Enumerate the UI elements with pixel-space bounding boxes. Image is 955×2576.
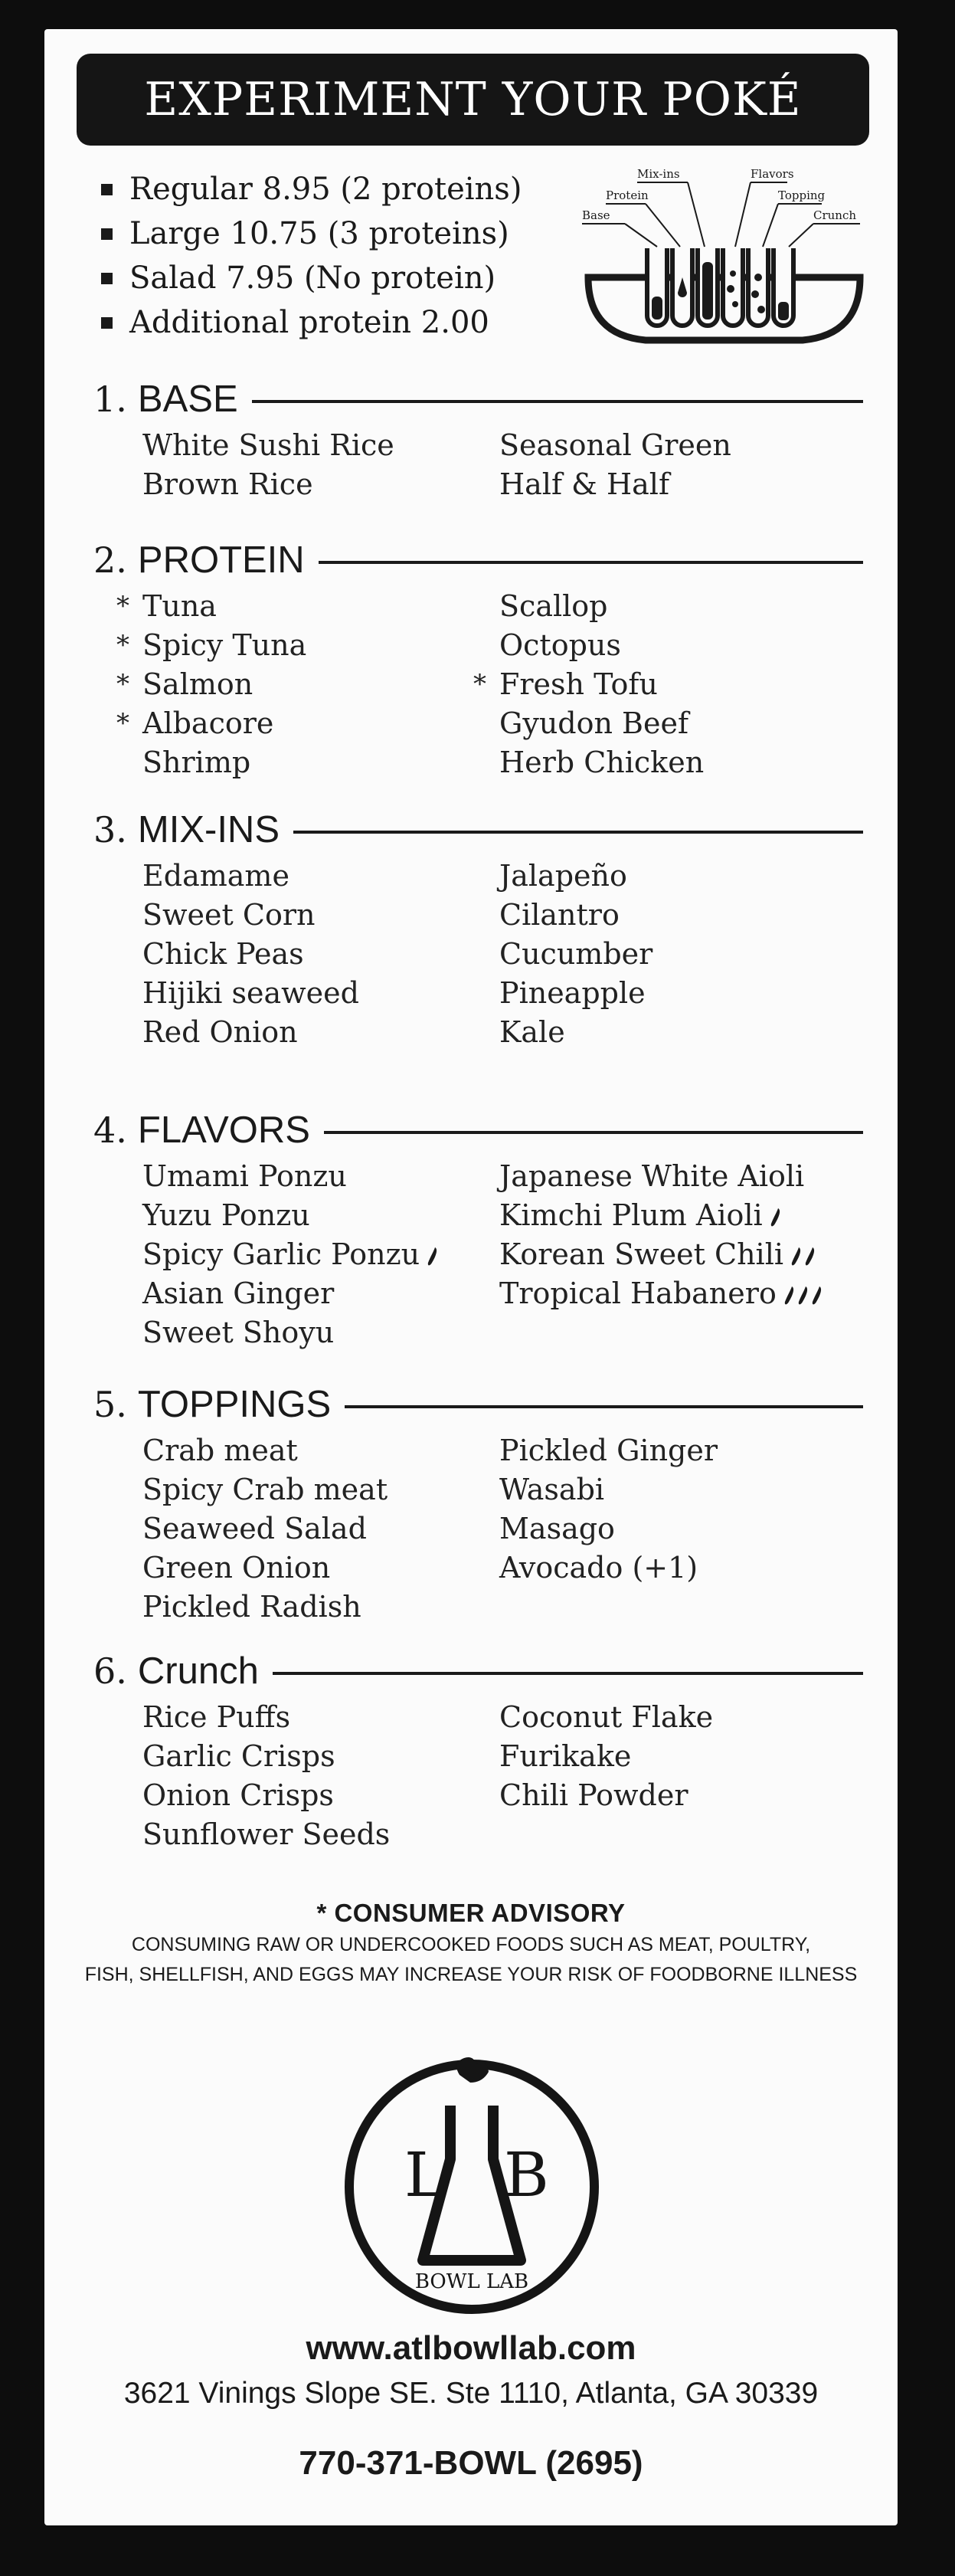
menu-item [142,1235,446,1274]
menu-item [142,935,359,974]
menu-section-toppings [93,1381,863,1624]
price-item-text: Large 10.75 (3 proteins) [129,216,509,251]
menu-item [142,1776,390,1815]
menu-item-label: Edamame [142,859,289,893]
menu-item-label: Seasonal Green [499,428,731,462]
menu-item-label: Kimchi Plum Aioli [499,1198,763,1232]
menu-item [499,1698,713,1737]
menu-section-base [93,375,863,501]
menu-item-label: Sunflower Seeds [142,1817,391,1851]
menu-item [142,1549,388,1588]
menu-item [142,857,359,896]
menu-item-label: Cilantro [499,898,620,932]
menu-item-label: Seaweed Salad [142,1512,367,1545]
menu-item-label: Sweet Corn [142,898,316,932]
advisory-star: * [473,669,486,700]
section-divider [252,400,863,403]
menu-item-label: Chick Peas [142,937,304,971]
menu-item-label: Hijiki seaweed [142,976,359,1010]
section-column-left [142,1157,446,1352]
section-number: 1. [93,379,127,420]
price-item-text: Additional protein 2.00 [129,305,489,340]
address: 3621 Vinings Slope SE. Ste 1110, Atlanta, GA 30339 [123,2377,819,2410]
section-number: 3. [93,809,127,850]
menu-item [473,665,704,704]
logo-letter-b: B [504,2139,549,2211]
bowl-lab-logo [337,2044,607,2314]
menu-item-label: Avocado (+1) [499,1551,698,1585]
menu-item-label: Spicy Tuna [142,628,307,662]
price-item [101,300,522,345]
menu-item [499,974,652,1013]
menu-item-label: Coconut Flake [499,1700,714,1734]
chili-pepper-icon [427,1247,446,1267]
menu-item-label: Chili Powder [499,1778,688,1812]
advisory-text-line: CONSUMING RAW OR UNDERCOOKED FOODS SUCH AS MEAT, POULTRY, [131,1934,811,1955]
menu-item [142,743,306,782]
menu-item-label: Japanese White Aioli [499,1159,805,1193]
chili-pepper-icon [791,1247,825,1267]
menu-item [499,1157,833,1196]
menu-item-label: Scallop [499,589,608,623]
section-heading [93,1381,863,1428]
price-item [101,211,522,256]
menu-section-crunch [93,1647,863,1851]
consumer-advisory [44,1899,898,1988]
menu-item [499,704,704,743]
menu-item-label: Salmon [142,667,253,701]
menu-item-label: Tuna [142,589,217,623]
menu-item [142,1509,388,1549]
menu-item [116,704,306,743]
section-number: 6. [93,1650,127,1692]
menu-item-label: Umami Ponzu [142,1159,347,1193]
menu-item [142,1274,446,1313]
menu-item-label: White Sushi Rice [142,428,394,462]
menu-item [499,1737,713,1776]
section-column-right [499,1157,833,1313]
menu-item [142,1431,388,1470]
section-heading [93,536,863,584]
menu-item [499,626,704,665]
section-heading [93,806,863,854]
menu-item-label: Onion Crisps [142,1778,334,1812]
section-column-right [473,587,705,782]
menu-item-label: Pickled Ginger [499,1434,718,1467]
menu-item [142,1470,388,1509]
advisory-star: * [116,630,129,660]
menu-item-label: Kale [499,1015,565,1049]
section-divider [345,1405,863,1408]
section-column-right [499,1698,713,1815]
section-column-left [142,1431,388,1627]
diagram-label-base: Base [582,208,610,222]
menu-section-protein [93,536,863,779]
menu-item-label: Korean Sweet Chili [499,1237,784,1271]
menu-item-label: Red Onion [142,1015,298,1049]
menu-item [142,1588,388,1627]
phone-number[interactable]: 770-371-BOWL (2695) [299,2444,643,2482]
menu-item-label: Furikake [499,1739,632,1773]
menu-item [142,1698,390,1737]
section-heading [93,375,863,423]
menu-item-label: Garlic Crisps [142,1739,335,1773]
section-column-left [142,426,394,504]
section-column-left [142,857,359,1052]
menu-item-label: Tropical Habanero [499,1277,777,1310]
menu-item [499,465,731,504]
section-title: FLAVORS [137,1109,310,1151]
menu-item-label: Fresh Tofu [499,667,658,701]
menu-item [142,974,359,1013]
price-item [101,256,522,300]
menu-section-flavors [93,1106,863,1349]
section-number: 5. [93,1384,127,1425]
test-tubes-in-bowl-icon [573,162,875,369]
menu-item [499,1274,833,1313]
menu-item-label: Half & Half [499,467,670,501]
menu-item-label: Herb Chicken [499,746,705,779]
section-column-right [499,1431,718,1588]
menu-title [77,54,869,146]
menu-item [142,1737,390,1776]
menu-item [499,743,704,782]
section-divider [319,561,863,564]
section-number: 2. [93,539,127,581]
section-title: PROTEIN [137,539,305,581]
menu-item [499,426,731,465]
section-divider [273,1672,863,1675]
logo-caption: BOWL LAB [414,2270,529,2293]
menu-item [499,1549,718,1588]
menu-item-label: Rice Puffs [142,1700,291,1734]
section-title: Crunch [137,1650,259,1692]
price-item-text: Salad 7.95 (No protein) [129,261,496,296]
section-number: 4. [93,1109,127,1151]
menu-item-label: Jalapeño [499,859,627,893]
menu-item-label: Pineapple [499,976,646,1010]
menu-item-label: Green Onion [142,1551,331,1585]
menu-item-label: Cucumber [499,937,653,971]
website-link[interactable]: www.atlbowllab.com [306,2329,636,2367]
menu-item [499,587,704,626]
menu-item-label: Gyudon Beef [499,706,689,740]
menu-item-label: Shrimp [142,746,251,779]
menu-item-label: Crab meat [142,1434,298,1467]
section-divider [293,831,863,834]
menu-item [116,626,307,665]
price-item [101,167,522,211]
section-title: TOPPINGS [137,1384,332,1425]
menu-item-label: Wasabi [499,1473,605,1506]
advisory-heading: * CONSUMER ADVISORY [316,1899,626,1927]
chili-pepper-icon [784,1286,833,1306]
chili-pepper-icon [770,1208,789,1228]
section-title: MIX-INS [137,809,280,850]
section-heading [93,1647,863,1695]
menu-item [499,1196,833,1235]
section-title: BASE [137,379,238,420]
menu-item [499,857,652,896]
menu-item [499,1470,718,1509]
diagram-label-mixins: Mix-ins [637,167,680,181]
section-column-right [499,857,652,1052]
menu-item [499,1431,718,1470]
menu-item-label: Masago [499,1512,615,1545]
menu-item [142,1313,446,1352]
menu-item [142,1157,446,1196]
menu-item-label: Sweet Shoyu [142,1316,335,1349]
menu-item [142,896,359,935]
bullet-square-icon [101,228,113,240]
advisory-star: * [116,669,129,700]
menu-item-label: Spicy Garlic Ponzu [142,1237,420,1271]
menu-item [499,1776,713,1815]
advisory-text-line: FISH, SHELLFISH, AND EGGS MAY INCREASE YOUR RISK OF FOODBORNE ILLNESS [84,1964,858,1985]
section-column-left [116,587,307,782]
bullet-square-icon [101,317,113,329]
menu-item [142,465,394,504]
diagram-label-protein: Protein [606,188,649,202]
bullet-square-icon [101,273,113,284]
menu-item-label: Spicy Crab meat [142,1473,388,1506]
price-list [101,167,522,345]
menu-item [142,1013,359,1052]
menu-item [499,1509,718,1549]
menu-item [499,1235,833,1274]
menu-item-label: Yuzu Ponzu [142,1198,310,1232]
menu-item [499,1013,652,1052]
menu-item [499,896,652,935]
menu-item [116,587,306,626]
menu-item-label: Brown Rice [142,467,313,501]
section-column-right [499,426,731,504]
price-item-text: Regular 8.95 (2 proteins) [129,172,522,207]
menu-section-mix-ins [93,806,863,1049]
advisory-star: * [116,708,129,739]
menu-item [142,1815,390,1854]
bullet-square-icon [101,184,113,195]
diagram-label-topping: Topping [778,188,826,202]
diagram-label-flavors: Flavors [751,167,794,181]
section-column-left [142,1698,390,1854]
menu-item-label: Octopus [499,628,621,662]
menu-item-label: Albacore [142,706,274,740]
menu-item [142,426,394,465]
section-heading [93,1106,863,1154]
menu-item-label: Pickled Radish [142,1590,361,1624]
menu-title-text: EXPERIMENT YOUR POKÉ [144,73,802,126]
logo-letter-l: L [404,2139,446,2211]
section-divider [324,1131,863,1134]
menu-item [499,935,652,974]
menu-item [142,1196,446,1235]
advisory-star: * [116,591,129,621]
diagram-label-crunch: Crunch [813,208,857,222]
menu-item-label: Asian Ginger [142,1277,335,1310]
menu-item [116,665,306,704]
